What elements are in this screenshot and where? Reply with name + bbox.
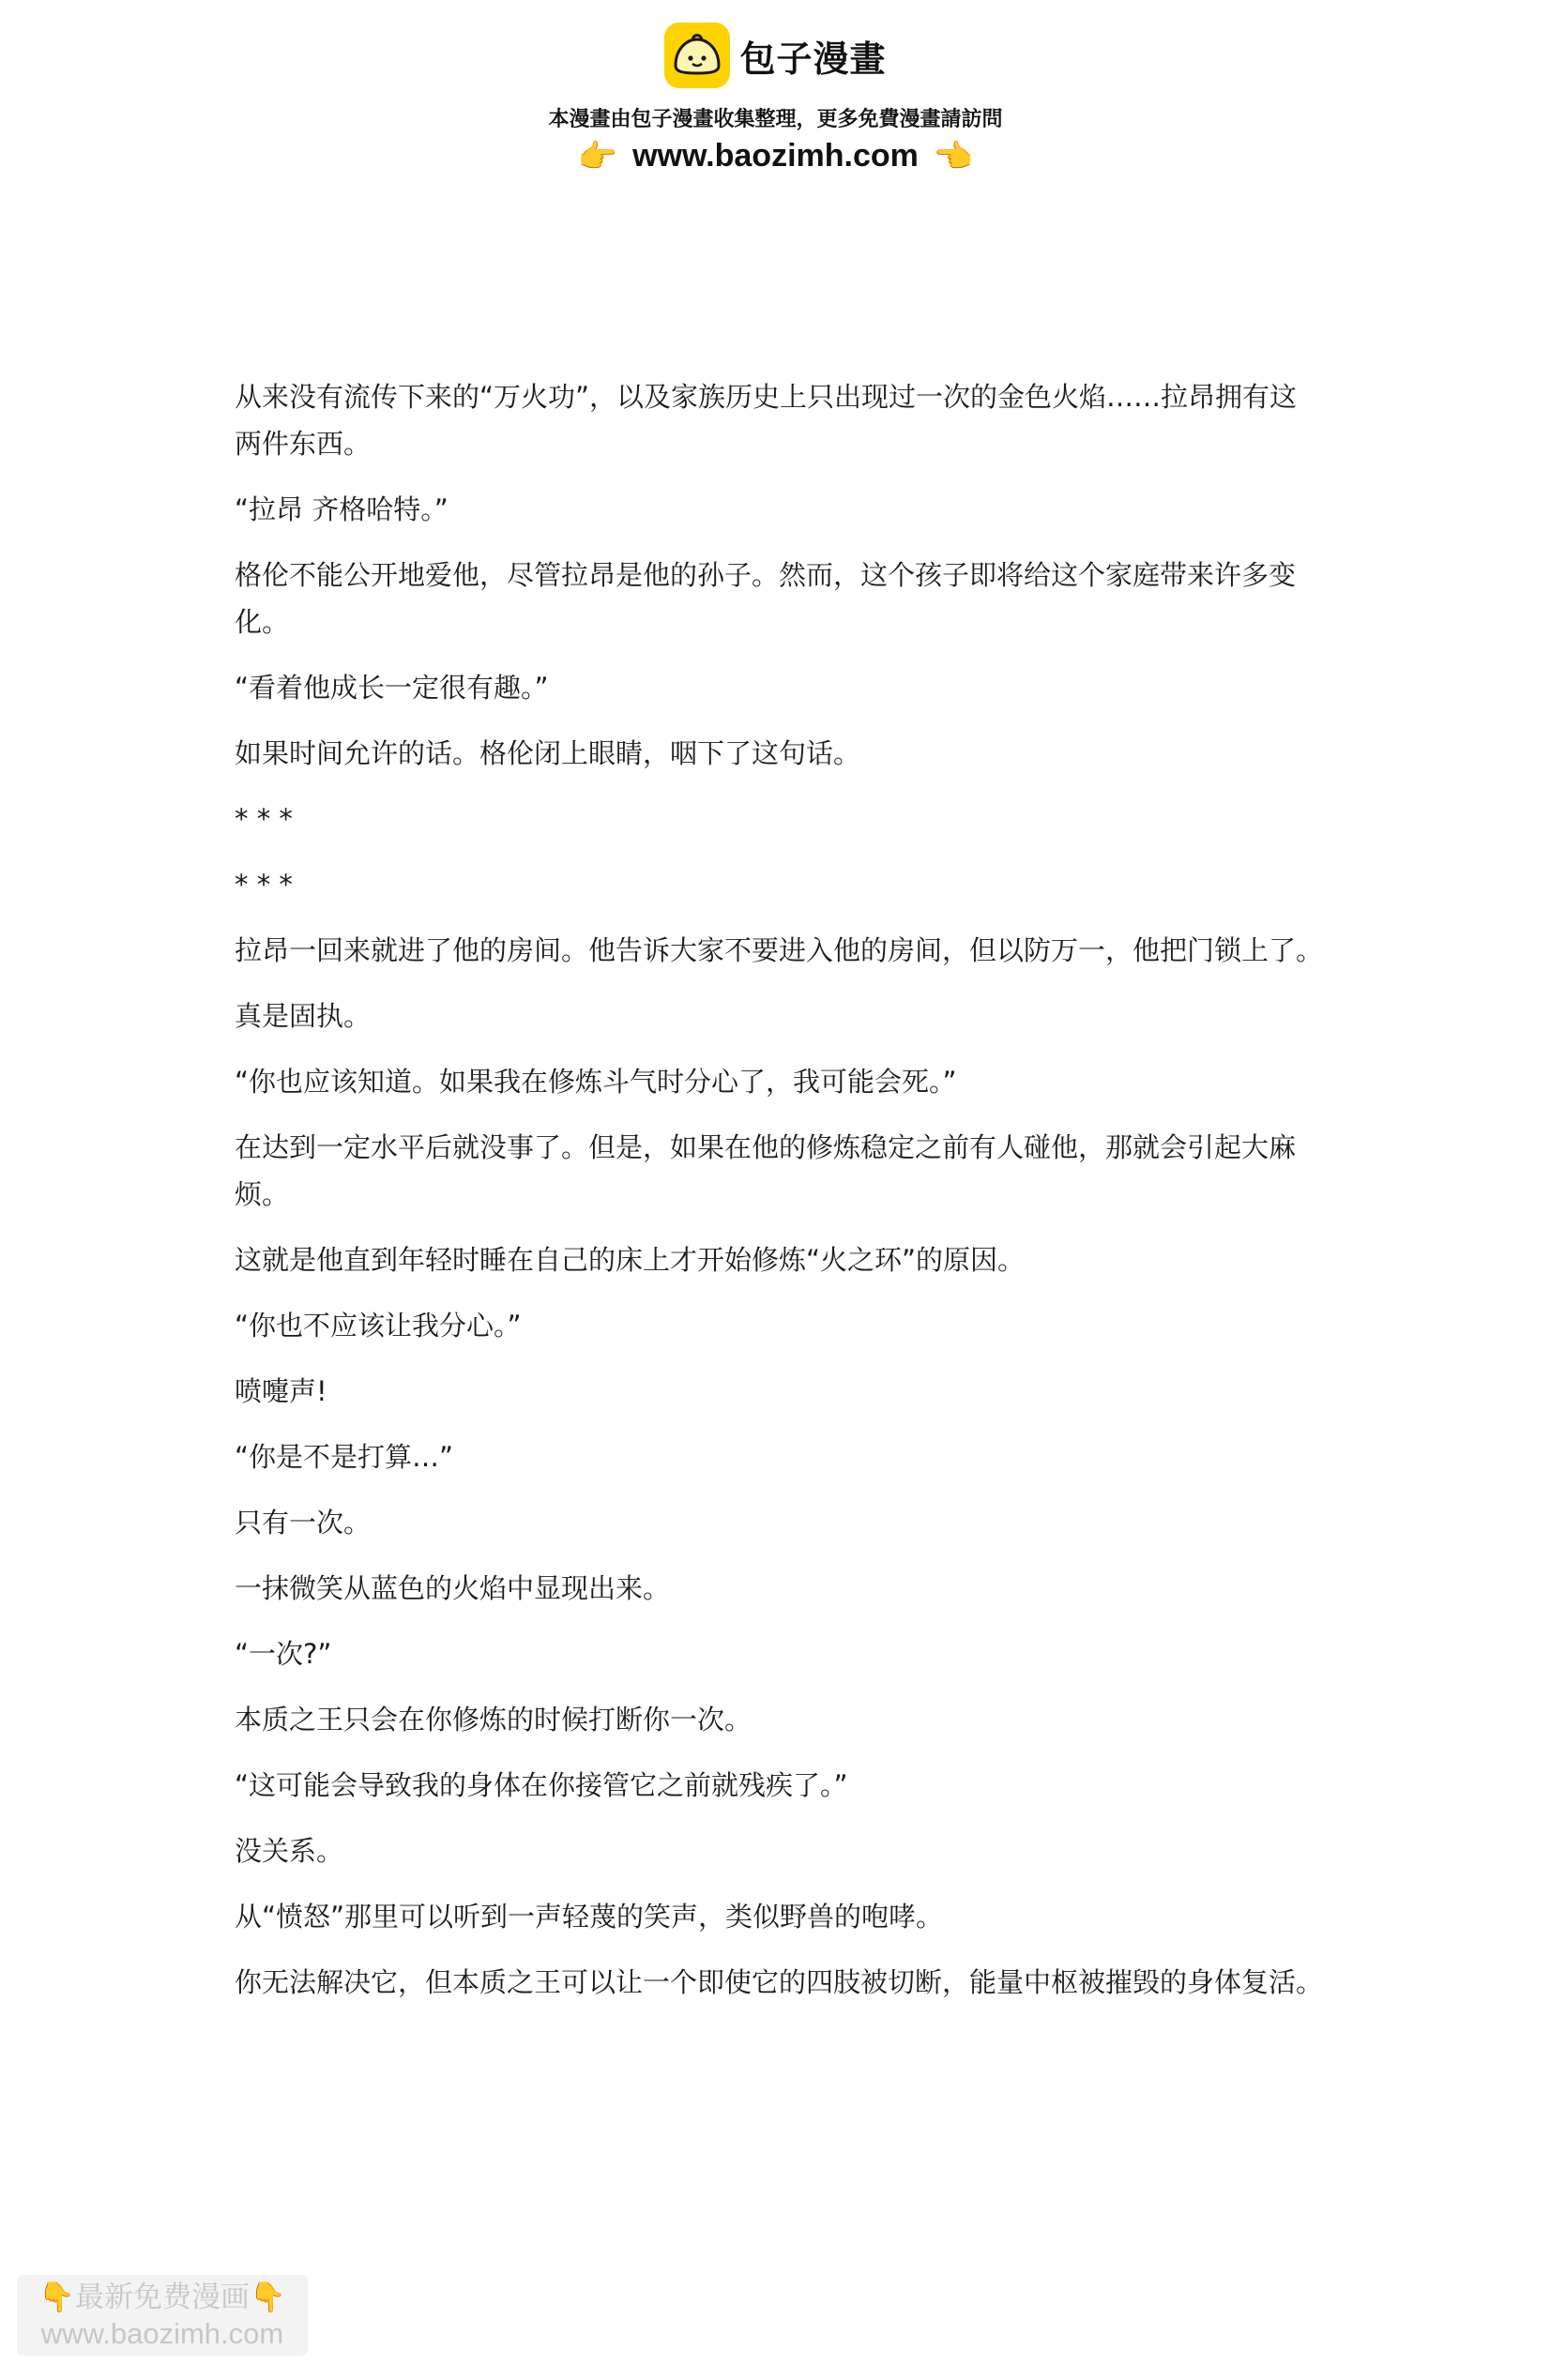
chapter-text	[235, 373, 1323, 2024]
site-header	[0, 21, 1551, 174]
paragraph: 格伦不能公开地爱他，尽管拉昂是他的孙子。然而，这个孩子即将给这个家庭带来许多变化。	[235, 559, 1297, 638]
paragraph: “拉昂 齐格哈特。”	[235, 493, 449, 525]
paragraph: “你也不应该让我分心。”	[235, 1310, 522, 1342]
pointing-right-hand-icon: 👉	[577, 137, 618, 175]
site-url-link[interactable]: www.baozimh.com	[632, 138, 919, 174]
scene-break: * * *	[235, 803, 293, 835]
watermark-title: 👇最新免费漫画👇	[38, 2281, 286, 2314]
paragraph: 从来没有流传下来的“万火功”，以及家族历史上只出现过一次的金色火焰……拉昂拥有这两件东西。	[235, 381, 1298, 460]
site-tagline: 本漫畫由包子漫畫收集整理，更多免費漫畫請訪問	[548, 108, 1003, 131]
watermark-url: www.baozimh.com	[40, 2317, 284, 2350]
scene-break: * * *	[235, 869, 293, 901]
brand-name: 包子漫畫	[739, 38, 887, 80]
paragraph: 只有一次。	[235, 1507, 372, 1539]
paragraph: “你是不是打算…”	[235, 1441, 454, 1473]
paragraph: 拉昂一回来就进了他的房间。他告诉大家不要进入他的房间，但以防万一，他把门锁上了。	[235, 934, 1324, 966]
site-url-row[interactable]	[0, 138, 1551, 174]
paragraph: 你无法解决它，但本质之王可以让一个即使它的四肢被切断，能量中枢被摧毁的身体复活。	[235, 1966, 1324, 1998]
paragraph: 这就是他直到年轻时睡在自己的床上才开始修炼“火之环”的原因。	[235, 1244, 1026, 1276]
pointing-left-hand-icon: 👈	[933, 137, 974, 175]
paragraph: 真是固执。	[235, 1000, 372, 1032]
paragraph: 如果时间允许的话。格伦闭上眼睛，咽下了这句话。	[235, 737, 861, 769]
paragraph: 没关系。	[235, 1835, 344, 1867]
paragraph: 本质之王只会在你修炼的时候打断你一次。	[235, 1704, 753, 1736]
paragraph: 在达到一定水平后就没事了。但是，如果在他的修炼稳定之前有人碰他，那就会引起大麻烦。	[235, 1131, 1297, 1210]
paragraph: “你也应该知道。如果我在修炼斗气时分心了，我可能会死。”	[235, 1066, 957, 1098]
paragraph: “一次?”	[235, 1638, 332, 1670]
bun-face-icon	[664, 23, 730, 88]
paragraph: 一抹微笑从蓝色的火焰中显现出来。	[235, 1572, 671, 1604]
watermark-banner[interactable]	[17, 2275, 308, 2356]
paragraph: 喷嚏声!	[235, 1375, 327, 1407]
paragraph: 从“愤怒”那里可以听到一声轻蔑的笑声，类似野兽的咆哮。	[235, 1901, 944, 1933]
brand-row[interactable]	[0, 21, 1551, 90]
paragraph: “这可能会导致我的身体在你接管它之前就残疾了。”	[235, 1769, 848, 1801]
paragraph: “看着他成长一定很有趣。”	[235, 672, 549, 704]
